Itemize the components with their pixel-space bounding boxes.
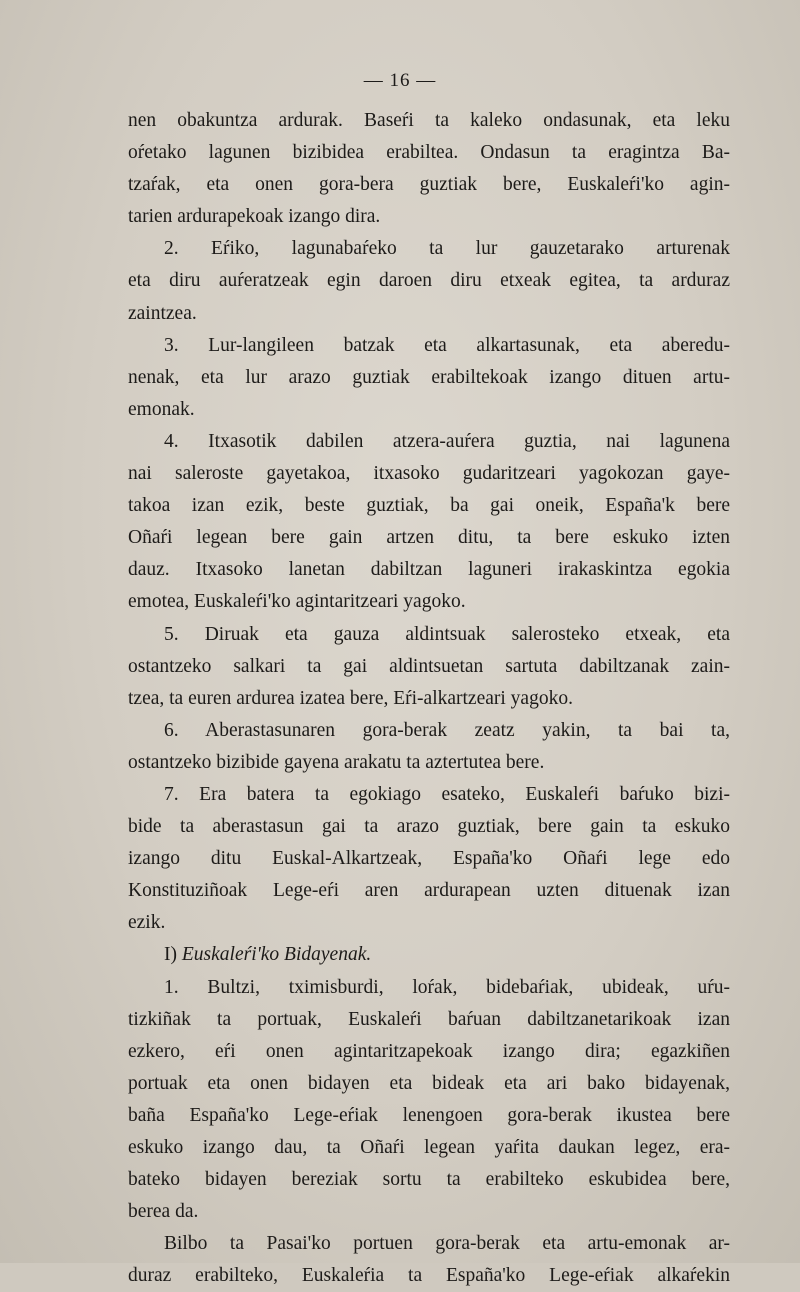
- page-number: — 16 —: [363, 70, 437, 91]
- text-line: oŕetako lagunen bizibidea erabiltea. Ondasun ta eragintza Ba-: [128, 142, 730, 164]
- text-line: 6. Aberastasunaren gora-berak zeatz yakin, ta bai ta,: [164, 719, 730, 741]
- text-line: nen obakuntza ardurak. Baseŕi ta kaleko ondasunak, eta leku: [128, 110, 730, 131]
- text-line: Konstituziñoak Lege-eŕi aren ardurapean uzten dituenak izan: [128, 880, 730, 902]
- text-line: portuak eta onen bidayen eta bideak eta ari bako bidayenak,: [128, 1072, 730, 1094]
- text-line: emotea, Euskaleŕi'ko agintaritzeari yagoko.: [128, 591, 466, 613]
- text-line: eskuko izango dau, ta Oñaŕi legean yaŕita daukan legez, era-: [128, 1137, 730, 1158]
- text-line: ostantzeko bizibide gayena arakatu ta aztertutea bere.: [128, 751, 545, 773]
- text-line: takoa izan ezik, beste guztiak, ba gai oneik, España'k bere: [128, 495, 730, 517]
- text-line: tzea, ta euren ardurea izatea bere, Eŕi-alkartzeari yagoko.: [128, 687, 573, 709]
- text-line: 7. Era batera ta egokiago esateko, Euskaleŕi baŕuko bizi-: [164, 783, 730, 805]
- section-heading: [128, 939, 730, 971]
- text-line: 2. Eŕiko, lagunabaŕeko ta lur gauzetarako arturenak: [164, 238, 730, 260]
- text-line: Bilbo ta Pasai'ko portuen gora-berak eta artu-emonak ar-: [164, 1233, 730, 1255]
- text-line: bateko bidayen bereziak sortu ta erabilteko eskubidea bere,: [128, 1169, 730, 1191]
- text-line: 5. Diruak eta gauza aldintsuak salerosteko etxeak, eta: [164, 623, 730, 645]
- text-line: duraz erabilteko, Euskaleŕia ta España'ko Lege-eŕiak alkaŕekin: [128, 1265, 730, 1287]
- section-heading-number: I): [164, 944, 182, 966]
- text-line: berea da.: [128, 1201, 199, 1223]
- text-line: emonak.: [128, 398, 195, 420]
- text-line: nai saleroste gayetakoa, itxasoko gudaritzeari yagokozan gaye-: [128, 463, 730, 485]
- text-line: 3. Lur-langileen batzak eta alkartasunak, eta aberedu-: [164, 334, 730, 356]
- text-line: nenak, eta lur arazo guztiak erabiltekoak izango dituen artu-: [128, 366, 730, 388]
- text-line: bide ta aberastasun gai ta arazo guztiak, bere gain ta eskuko: [128, 816, 730, 838]
- text-line: baña España'ko Lege-eŕiak lenengoen gora-berak ikustea bere: [128, 1104, 730, 1126]
- text-line: Oñaŕi legean bere gain artzen ditu, ta bere eskuko izten: [128, 527, 730, 549]
- text-line: ezkero, eŕi onen agintaritzapekoak izango dira; egazkiñen: [128, 1040, 730, 1062]
- text-line: tizkiñak ta portuak, Euskaleŕi baŕuan dabiltzanetarikoak izan: [128, 1008, 730, 1030]
- section-heading-title: Euskaleŕi'ko Bidayenak.: [181, 944, 372, 966]
- text-line: ostantzeko salkari ta gai aldintsuetan sartuta dabiltzanak zain-: [128, 655, 730, 677]
- text-line: 4. Itxasotik dabilen atzera-auŕera guztia, nai lagunena: [164, 430, 730, 452]
- text-line: zaintzea.: [128, 302, 197, 324]
- text-line: izango ditu Euskal-Alkartzeak, España'ko Oñaŕi lege edo: [128, 848, 730, 870]
- text-line: tzaŕak, eta onen gora-bera guztiak bere, Euskaleŕi'ko agin-: [128, 174, 730, 196]
- text-line: tarien ardurapekoak izango dira.: [128, 206, 381, 228]
- body-text: [128, 105, 730, 1292]
- text-line: dauz. Itxasoko lanetan dabiltzan laguneri irakaskintza egokia: [128, 559, 730, 581]
- text-line: 1. Bultzi, tximisburdi, loŕak, bidebaŕiak, ubideak, uŕu-: [164, 976, 730, 998]
- text-line: eta diru auŕeratzeak egin daroen diru etxeak egitea, ta arduraz: [128, 270, 730, 292]
- text-line: ezik.: [128, 912, 166, 934]
